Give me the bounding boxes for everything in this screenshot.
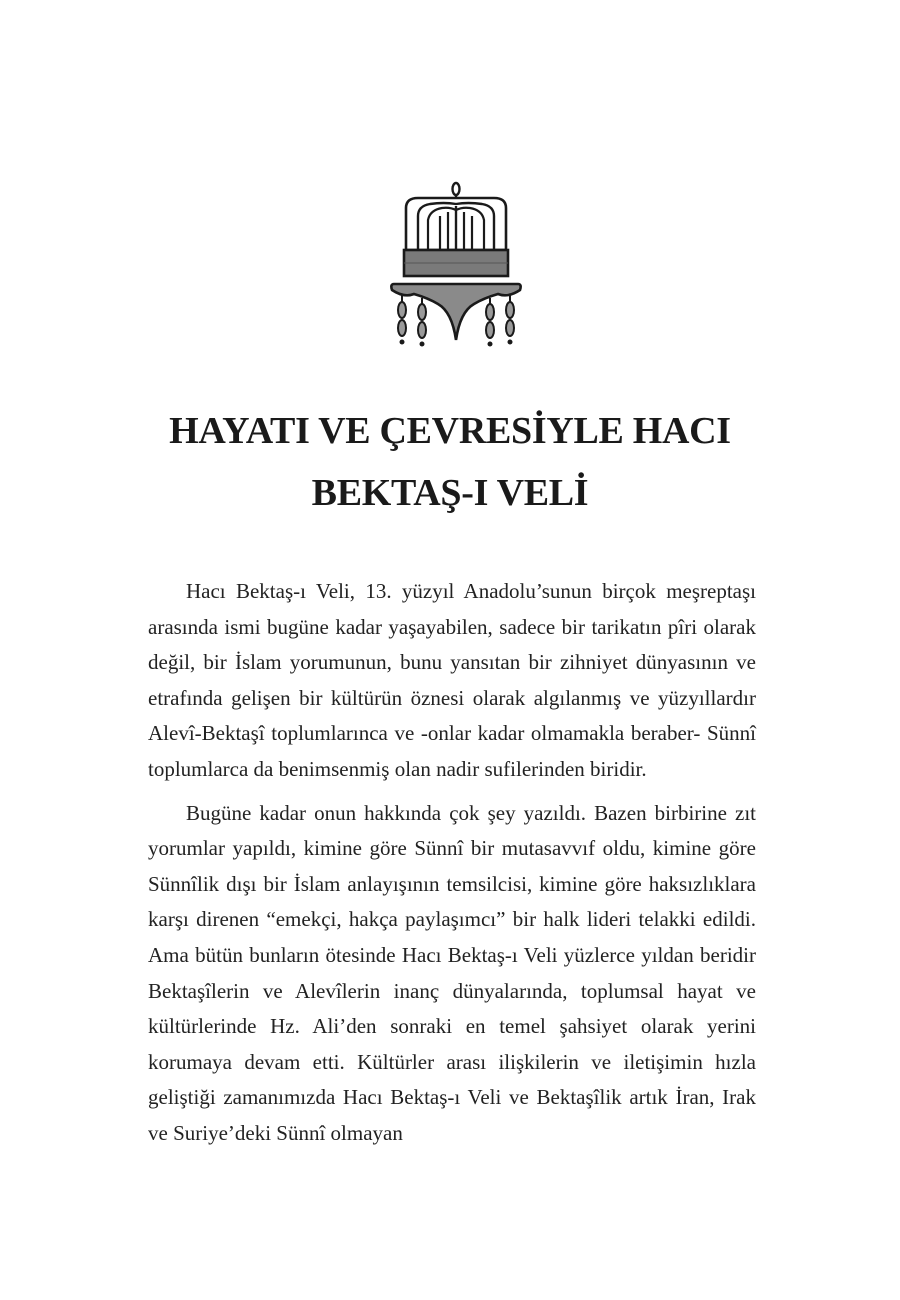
paragraph-1: Hacı Bektaş-ı Veli, 13. yüzyıl Anadolu’sunun birçok meşreptaşı arasında ismi bugüne kadar yaşayabilen, sadece bir tarikatın pîri olarak değil, bir İslam yorumunun, bunu yansıtan bir zihniyet dünyasının ve etrafında gelişen bir kültürün öznesi olarak algılanmış ve yüzyıllardır Alevî-Bektaşî toplumlarınca ve -onlar kadar olmamakla beraber- Sünnî toplumlarca da benimsenmiş olan nadir sufilerinden biridir.	[148, 579, 756, 781]
chapter-title	[100, 400, 800, 524]
chapter-body	[148, 574, 756, 1160]
bektashi-taj-crown-icon	[388, 180, 524, 352]
paragraph-2: Bugüne kadar onun hakkında çok şey yazıldı. Bazen birbirine zıt yorumlar yapıldı, kimine göre Sünnî bir mutasavvıf oldu, kimine göre Sünnîlik dışı bir İslam anlayışının temsilcisi, kimine göre haksızlıklara karşı direnen “emekçi, hakça paylaşımcı” bir halk lideri telakki edildi. Ama bütün bunların ötesinde Hacı Bektaş-ı Veli yüzlerce yıldan beridir Bektaşîlerin ve Alevîlerin inanç dünyalarında, toplumsal hayat ve kültürlerinde Hz. Ali’den sonraki en temel şahsiyet olarak yerini korumaya devam etti. Kültürler arası ilişkilerin ve iletişimin hızla geliştiği zamanımızda Hacı Bektaş-ı Veli ve Bektaşîlik artık İran, Irak ve Suriye’deki Sünnî olmayan	[148, 800, 756, 1145]
chapter-title-line-2: BEKTAŞ-I VELİ	[311, 472, 589, 514]
chapter-title-line-1: HAYATI VE ÇEVRESİYLE HACI	[169, 410, 731, 452]
